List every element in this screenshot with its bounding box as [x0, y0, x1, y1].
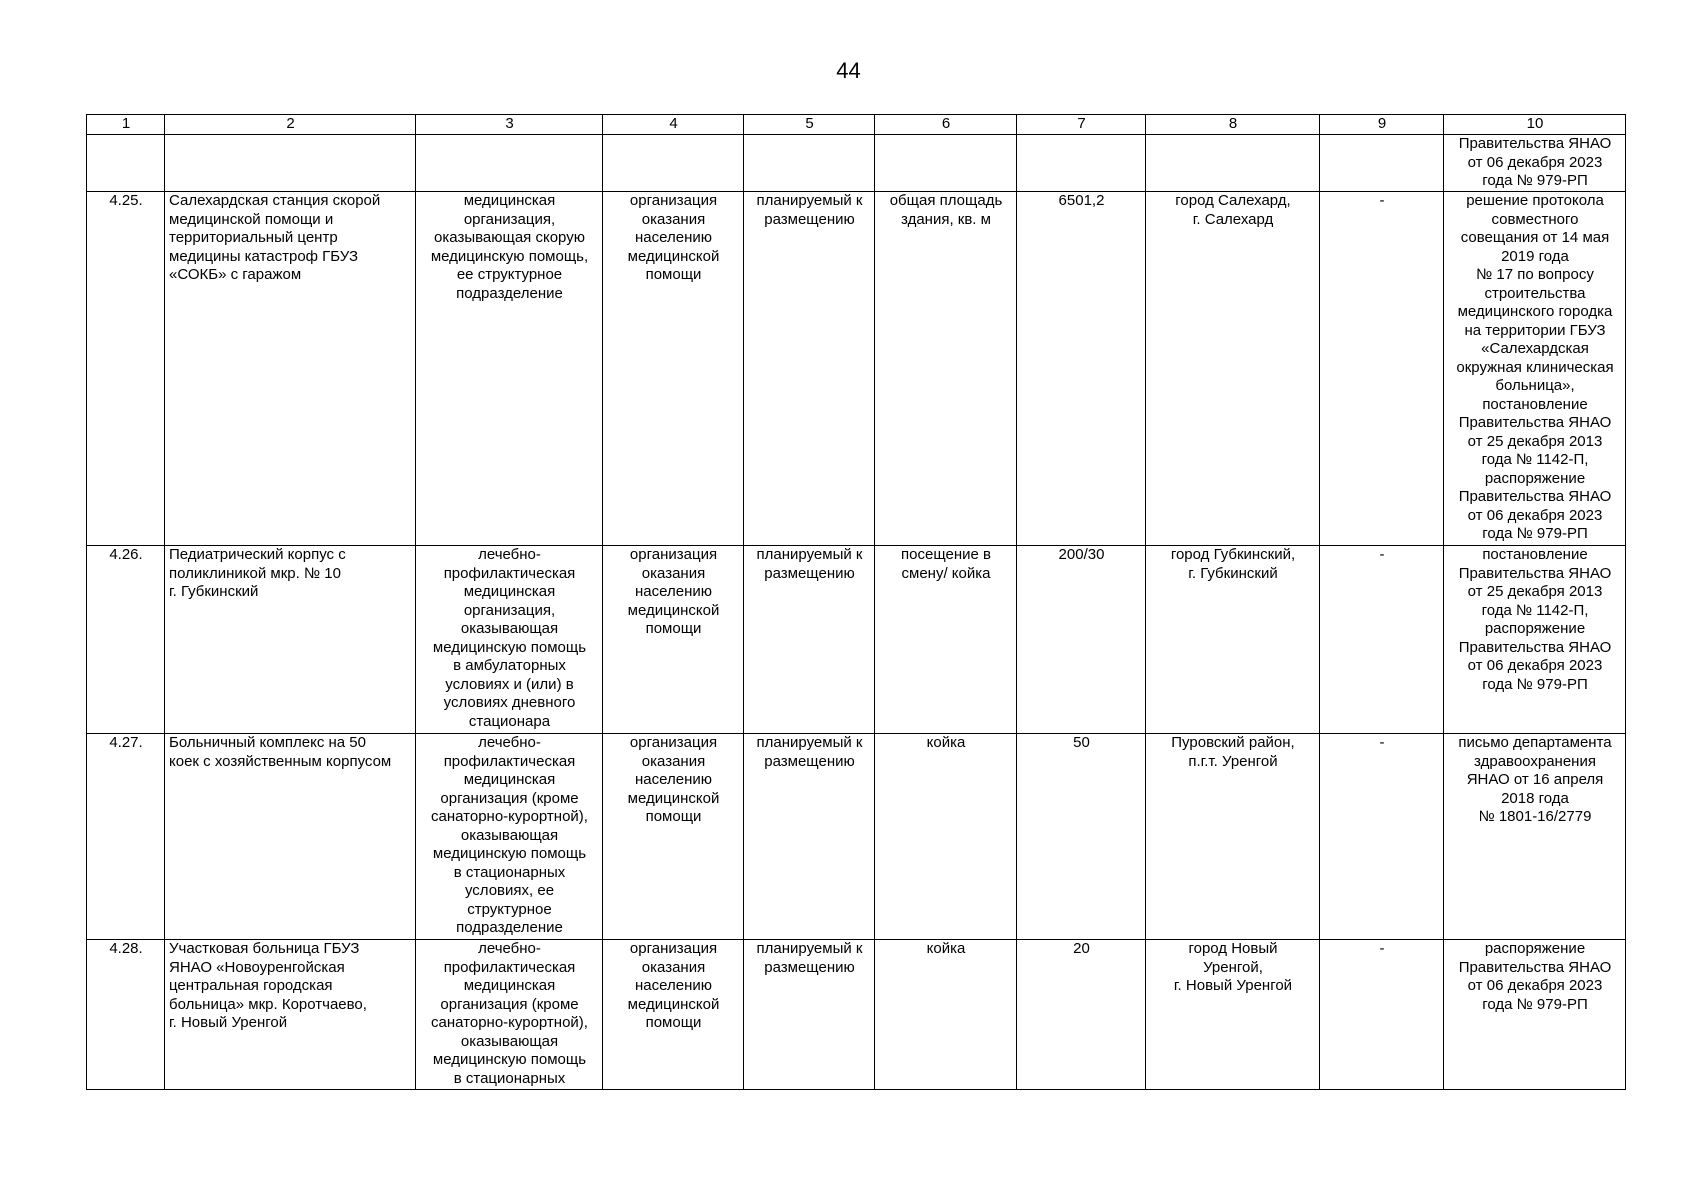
- cell-characteristic: [875, 135, 1017, 192]
- cell-name: Участковая больница ГБУЗ ЯНАО «Новоуренгойская центральная городская больница» мкр. Коротчаево, г. Новый Уренгой: [165, 940, 416, 1090]
- table-header-row: [87, 115, 1626, 135]
- cell-name: Педиатрический корпус с поликлиникой мкр. № 10 г. Губкинский: [165, 546, 416, 734]
- cell-location: [1146, 135, 1320, 192]
- cell-type: лечебно- профилактическая медицинская организация, оказывающая медицинскую помощь в амбулаторных условиях и (или) в условиях дневного стационара: [416, 546, 603, 734]
- cell-status: планируемый к размещению: [744, 940, 875, 1090]
- cell-number: [87, 135, 165, 192]
- cell-status: планируемый к размещению: [744, 734, 875, 940]
- column-header: 6: [875, 115, 1017, 135]
- column-header: 10: [1444, 115, 1626, 135]
- cell-zone: [1320, 135, 1444, 192]
- column-header: 2: [165, 115, 416, 135]
- cell-number: 4.28.: [87, 940, 165, 1090]
- cell-status: [744, 135, 875, 192]
- cell-purpose: организация оказания населению медицинской помощи: [603, 940, 744, 1090]
- cell-zone: -: [1320, 192, 1444, 546]
- cell-value: 20: [1017, 940, 1146, 1090]
- cell-value: 200/30: [1017, 546, 1146, 734]
- column-header: 5: [744, 115, 875, 135]
- cell-type: лечебно- профилактическая медицинская организация (кроме санаторно-курортной), оказывающая медицинскую помощь в стационарных условиях, ее структурное подразделение: [416, 734, 603, 940]
- column-header: 7: [1017, 115, 1146, 135]
- page-number: 44: [836, 58, 861, 83]
- column-header: 3: [416, 115, 603, 135]
- cell-name: [165, 135, 416, 192]
- cell-zone: -: [1320, 546, 1444, 734]
- cell-location: Пуровский район, п.г.т. Уренгой: [1146, 734, 1320, 940]
- cell-location: город Новый Уренгой, г. Новый Уренгой: [1146, 940, 1320, 1090]
- table-row: [87, 940, 1626, 1090]
- cell-number: 4.27.: [87, 734, 165, 940]
- cell-purpose: [603, 135, 744, 192]
- objects-table: [86, 114, 1626, 1090]
- table-row: [87, 734, 1626, 940]
- table-row: [87, 135, 1626, 192]
- cell-basis: постановление Правительства ЯНАО от 25 декабря 2013 года № 1142-П, распоряжение Правительства ЯНАО от 06 декабря 2023 года № 979-РП: [1444, 546, 1626, 734]
- cell-location: город Салехард, г. Салехард: [1146, 192, 1320, 546]
- cell-value: [1017, 135, 1146, 192]
- cell-type: лечебно- профилактическая медицинская организация (кроме санаторно-курортной), оказывающая медицинскую помощь в стационарных: [416, 940, 603, 1090]
- cell-characteristic: общая площадь здания, кв. м: [875, 192, 1017, 546]
- cell-purpose: организация оказания населению медицинской помощи: [603, 546, 744, 734]
- column-header: 8: [1146, 115, 1320, 135]
- cell-zone: -: [1320, 734, 1444, 940]
- cell-value: 6501,2: [1017, 192, 1146, 546]
- cell-purpose: организация оказания населению медицинской помощи: [603, 734, 744, 940]
- cell-basis: письмо департамента здравоохранения ЯНАО от 16 апреля 2018 года № 1801-16/2779: [1444, 734, 1626, 940]
- cell-purpose: организация оказания населению медицинской помощи: [603, 192, 744, 546]
- cell-zone: -: [1320, 940, 1444, 1090]
- column-header: 1: [87, 115, 165, 135]
- column-header: 4: [603, 115, 744, 135]
- cell-status: планируемый к размещению: [744, 192, 875, 546]
- cell-basis: распоряжение Правительства ЯНАО от 06 декабря 2023 года № 979-РП: [1444, 940, 1626, 1090]
- cell-number: 4.26.: [87, 546, 165, 734]
- cell-status: планируемый к размещению: [744, 546, 875, 734]
- cell-location: город Губкинский, г. Губкинский: [1146, 546, 1320, 734]
- cell-value: 50: [1017, 734, 1146, 940]
- column-header: 9: [1320, 115, 1444, 135]
- table-row: [87, 546, 1626, 734]
- cell-basis: Правительства ЯНАО от 06 декабря 2023 года № 979-РП: [1444, 135, 1626, 192]
- table-row: [87, 192, 1626, 546]
- cell-characteristic: койка: [875, 940, 1017, 1090]
- cell-characteristic: посещение в смену/ койка: [875, 546, 1017, 734]
- cell-type: [416, 135, 603, 192]
- cell-number: 4.25.: [87, 192, 165, 546]
- cell-name: Салехардская станция скорой медицинской помощи и территориальный центр медицины катастроф ГБУЗ «СОКБ» с гаражом: [165, 192, 416, 546]
- cell-characteristic: койка: [875, 734, 1017, 940]
- cell-basis: решение протокола совместного совещания от 14 мая 2019 года № 17 по вопросу строительства медицинского городка на территории ГБУЗ «Салехардская окружная клиническая больница», постановление Правительства ЯНАО от 25 декабря 2013 года № 1142-П, распоряжение Правительства ЯНАО от 06 декабря 2023 года № 979-РП: [1444, 192, 1626, 546]
- cell-type: медицинская организация, оказывающая скорую медицинскую помощь, ее структурное подразделение: [416, 192, 603, 546]
- cell-name: Больничный комплекс на 50 коек с хозяйственным корпусом: [165, 734, 416, 940]
